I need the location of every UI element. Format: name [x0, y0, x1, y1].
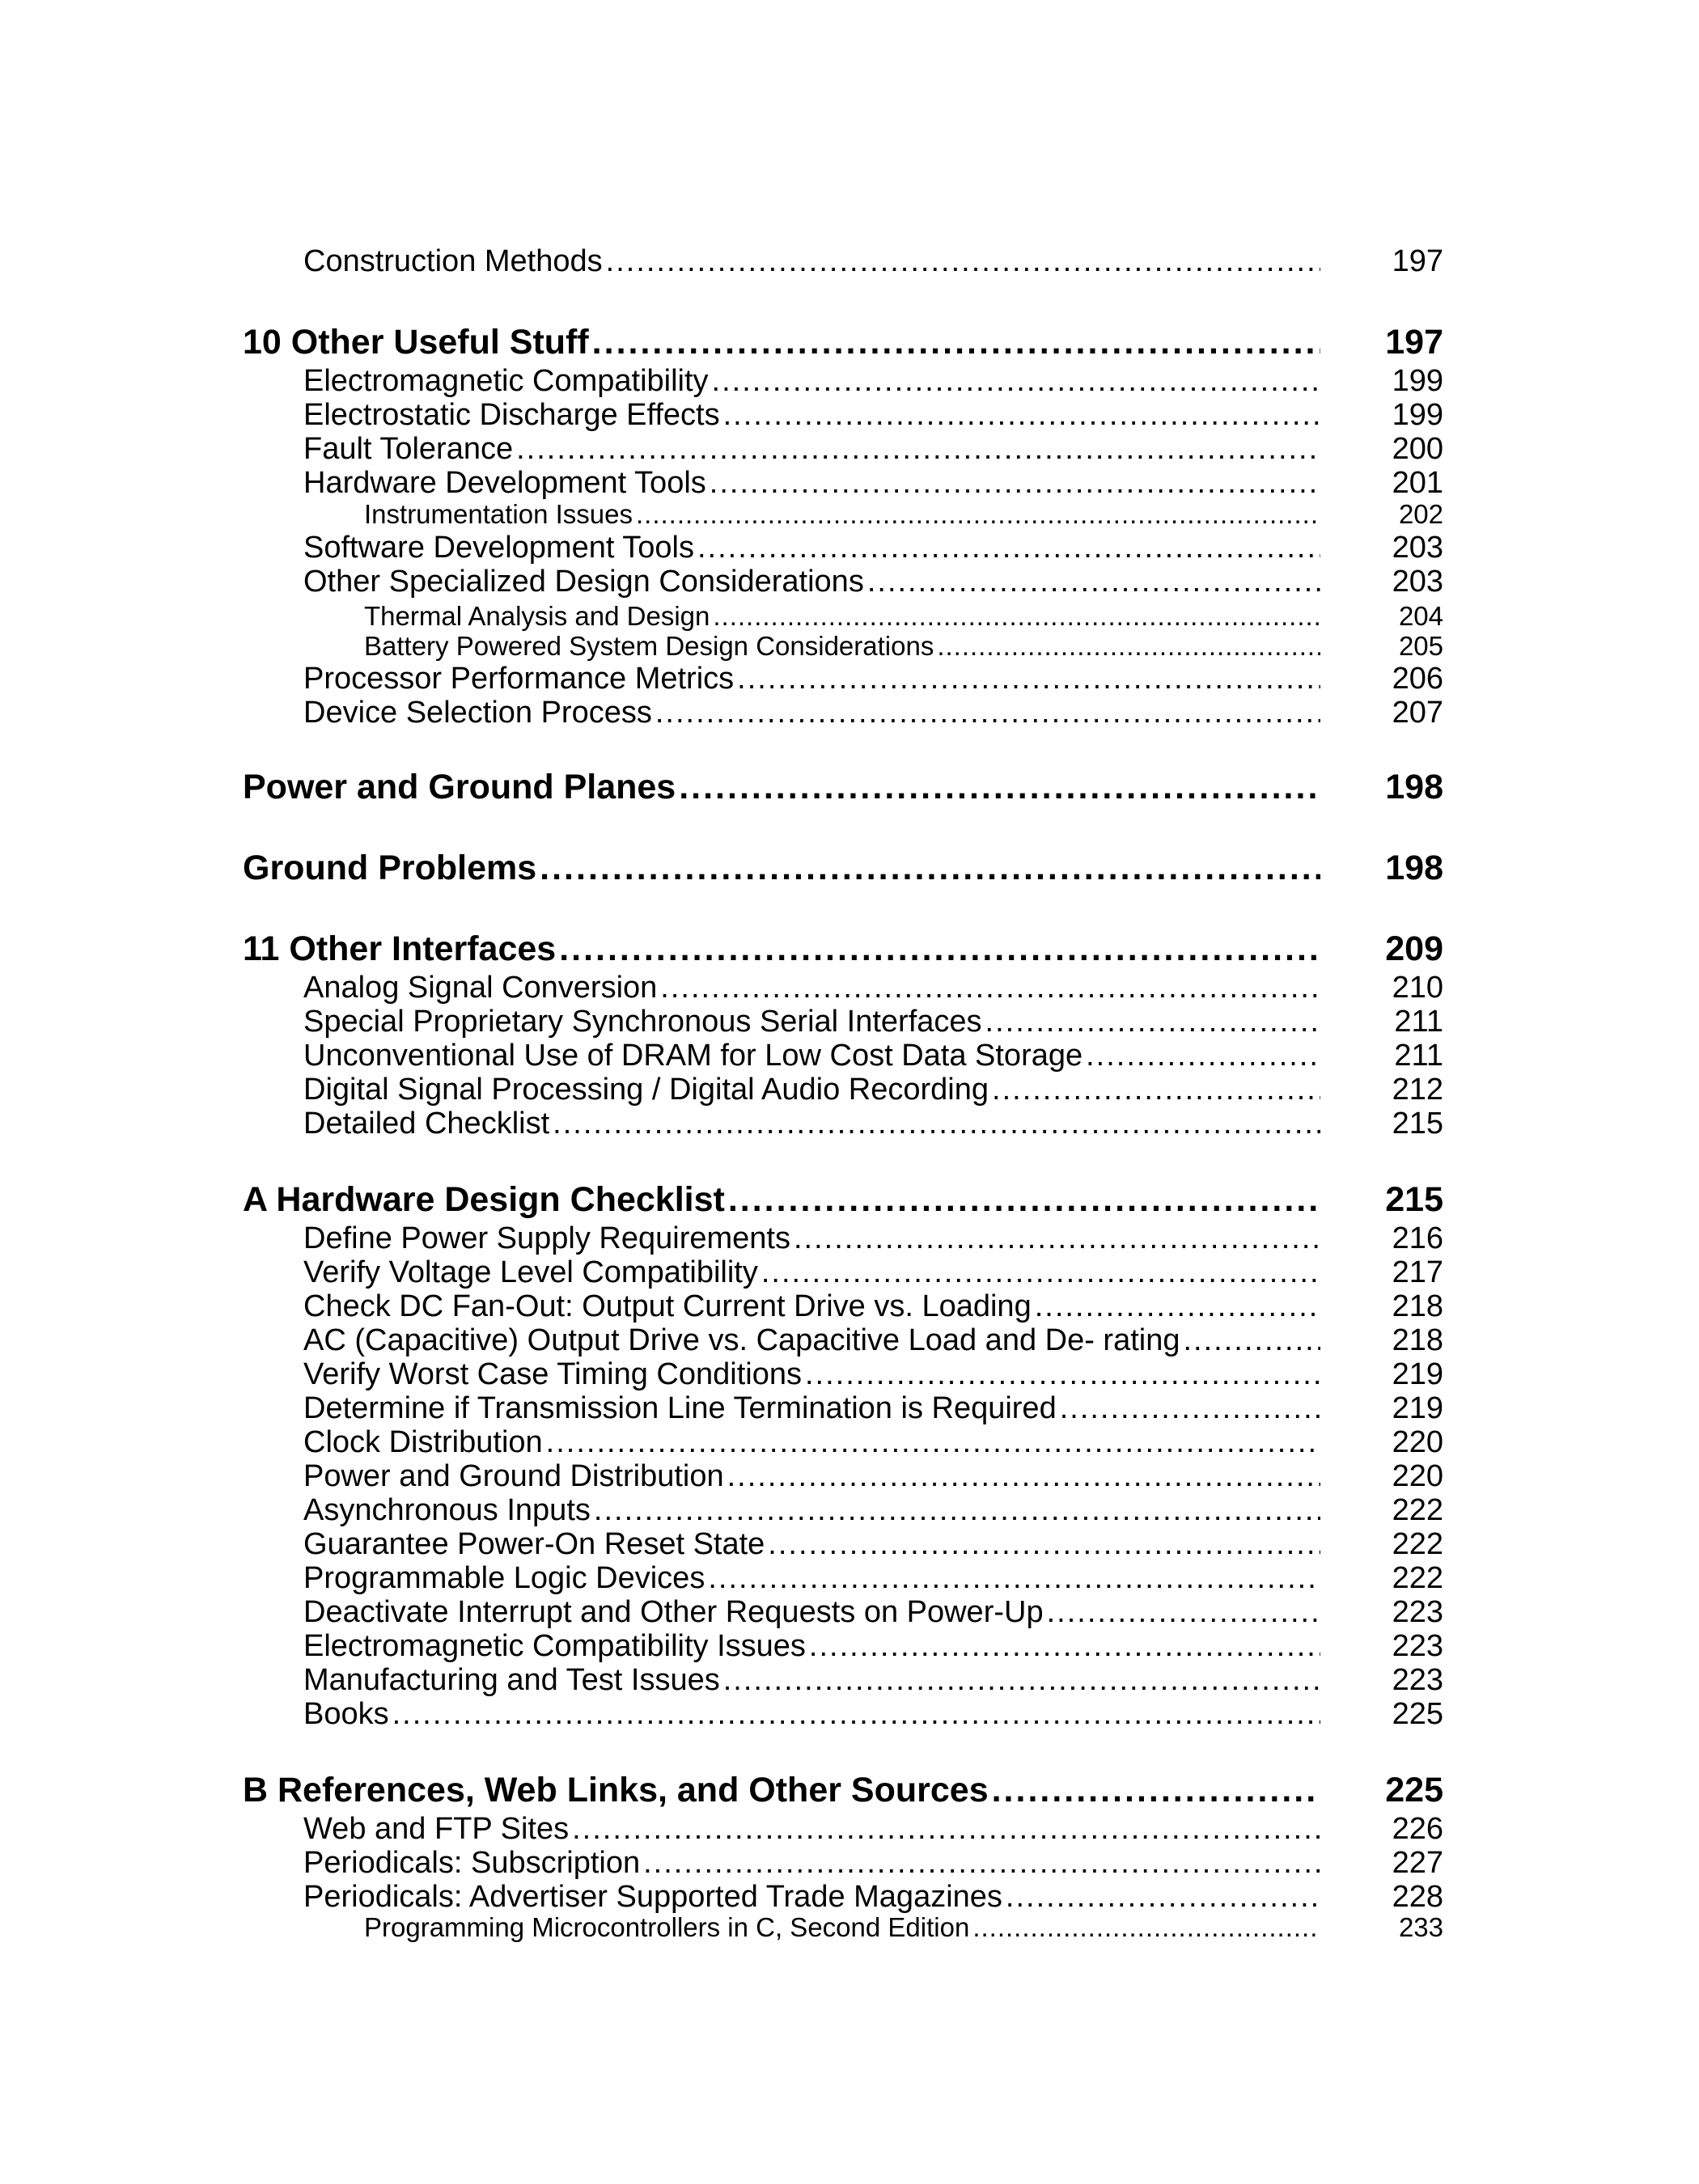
toc-entry-page: 201	[1392, 466, 1443, 500]
toc-entry	[303, 1459, 1443, 1493]
dot-leader	[708, 1561, 1320, 1595]
toc-entry-title: Software Development Tools	[303, 531, 694, 565]
toc-entry-page: 219	[1392, 1357, 1443, 1391]
toc-entry-page: 220	[1392, 1425, 1443, 1459]
toc-entry-title: Verify Voltage Level Compatibility	[303, 1255, 758, 1289]
dot-leader	[1060, 1391, 1320, 1425]
toc-entry	[303, 1493, 1443, 1527]
toc-entry-page: 211	[1394, 1005, 1443, 1039]
dot-leader	[723, 1663, 1320, 1697]
toc-entry	[303, 1255, 1443, 1289]
dot-leader	[972, 1913, 1320, 1942]
toc-entry	[303, 1005, 1443, 1039]
toc-entry-title: Deactivate Interrupt and Other Requests on Power-Up	[303, 1595, 1044, 1629]
toc-entry	[303, 1527, 1443, 1561]
toc-entry	[303, 565, 1443, 599]
toc-entry-title: Digital Signal Processing / Digital Audio Recording	[303, 1073, 989, 1107]
toc-entry-title: Electromagnetic Compatibility	[303, 364, 709, 398]
dot-leader	[594, 1493, 1320, 1527]
toc-entry-page: 225	[1392, 1697, 1443, 1731]
toc-entry	[303, 1629, 1443, 1663]
toc-chapter-entry	[243, 322, 1443, 362]
toc-entry-title: Guarantee Power-On Reset State	[303, 1527, 765, 1561]
dot-leader	[606, 244, 1320, 278]
toc-entry-title: Thermal Analysis and Design	[364, 601, 710, 631]
dot-leader	[761, 1255, 1320, 1289]
toc-entry	[303, 1595, 1443, 1629]
toc-entry-page: 197	[1385, 323, 1443, 362]
toc-entry-page: 218	[1392, 1323, 1443, 1357]
toc-entry-page: 202	[1398, 499, 1443, 529]
toc-chapter-entry	[243, 1179, 1443, 1220]
toc-entry-title: Unconventional Use of DRAM for Low Cost Data Storage	[303, 1039, 1083, 1073]
toc-entry	[303, 1221, 1443, 1255]
toc-entry	[303, 531, 1443, 565]
toc-entry-page: 223	[1392, 1629, 1443, 1663]
toc-entry-title: Programming Microcontrollers in C, Second Edition	[364, 1912, 970, 1942]
toc-entry-page: 210	[1392, 971, 1443, 1005]
toc-entry-title: Power and Ground Planes	[243, 768, 676, 806]
toc-chapter-entry	[243, 929, 1443, 969]
toc-entry-page: 223	[1392, 1663, 1443, 1697]
toc-entry-page: 198	[1385, 849, 1443, 887]
toc-entry-title: Battery Powered System Design Considerations	[364, 631, 934, 661]
toc-entry	[303, 1425, 1443, 1459]
toc-entry-title: Manufacturing and Test Issues	[303, 1663, 720, 1697]
dot-leader	[516, 432, 1320, 466]
toc-entry-page: 209	[1385, 929, 1443, 968]
toc-entry	[303, 1561, 1443, 1595]
toc-entry-title: Instrumentation Issues	[364, 499, 633, 529]
toc-entry	[303, 1697, 1443, 1731]
toc-entry-title: Detailed Checklist	[303, 1107, 550, 1141]
dot-leader	[1183, 1323, 1320, 1357]
toc-entry-title: Verify Worst Case Timing Conditions	[303, 1357, 802, 1391]
dot-leader	[985, 1005, 1320, 1039]
toc-entry	[303, 1812, 1443, 1846]
toc-entry-page: 198	[1385, 768, 1443, 806]
toc-entry-page: 228	[1392, 1880, 1443, 1914]
toc-entry-page: 204	[1398, 601, 1443, 631]
toc-entry-page: 200	[1392, 432, 1443, 466]
toc-entry	[364, 499, 1443, 529]
dot-leader	[809, 1629, 1320, 1663]
dot-leader	[636, 500, 1320, 529]
toc-entry-title: AC (Capacitive) Output Drive vs. Capacitive Load and De- rating	[303, 1323, 1180, 1357]
toc-entry-page: 233	[1398, 1912, 1443, 1942]
toc-entry	[303, 1846, 1443, 1880]
dot-leader	[559, 929, 1320, 969]
toc-entry	[303, 1289, 1443, 1323]
toc-entry-page: 217	[1392, 1255, 1443, 1289]
toc-entry	[303, 1880, 1443, 1914]
toc-entry	[303, 1107, 1443, 1141]
dot-leader	[992, 1770, 1320, 1810]
toc-entry	[303, 398, 1443, 432]
toc-entry-title: Hardware Development Tools	[303, 466, 706, 500]
toc-entry-title: 10 Other Useful Stuff	[243, 323, 589, 362]
dot-leader	[768, 1527, 1320, 1561]
toc-entry	[303, 1323, 1443, 1357]
dot-leader	[553, 1107, 1320, 1141]
dot-leader	[643, 1846, 1320, 1880]
dot-leader	[660, 971, 1320, 1005]
toc-entry-title: B References, Web Links, and Other Sources	[243, 1771, 989, 1809]
toc-entry-page: 218	[1392, 1289, 1443, 1323]
toc-entry-title: Books	[303, 1697, 389, 1731]
toc-entry	[364, 631, 1443, 661]
toc-entry-page: 199	[1392, 364, 1443, 398]
dot-leader	[712, 364, 1320, 398]
dot-leader	[710, 466, 1320, 500]
toc-entry-title: Other Specialized Design Considerations	[303, 565, 864, 599]
toc-entry-page: 226	[1392, 1812, 1443, 1846]
toc-entry-title: Electromagnetic Compatibility Issues	[303, 1629, 806, 1663]
dot-leader	[727, 1459, 1320, 1493]
toc-entry-page: 206	[1392, 662, 1443, 696]
toc-entry-title: Electrostatic Discharge Effects	[303, 398, 720, 432]
toc-entry	[364, 601, 1443, 631]
dot-leader	[655, 696, 1320, 730]
toc-entry-title: Ground Problems	[243, 849, 537, 887]
toc-entry	[303, 1039, 1443, 1073]
dot-leader	[737, 662, 1320, 696]
dot-leader	[794, 1221, 1320, 1255]
toc-entry	[303, 1357, 1443, 1391]
toc-entry-title: Determine if Transmission Line Termination is Required	[303, 1391, 1057, 1425]
toc-entry-page: 203	[1392, 531, 1443, 565]
toc-entry-title: A Hardware Design Checklist	[243, 1180, 725, 1219]
toc-entry-page: 199	[1392, 398, 1443, 432]
toc-entry-title: Construction Methods	[303, 244, 603, 278]
toc-entry	[303, 662, 1443, 696]
toc-entry	[303, 1663, 1443, 1697]
toc-entry-title: Define Power Supply Requirements	[303, 1221, 790, 1255]
toc-entry-page: 225	[1385, 1771, 1443, 1809]
toc-entry-page: 212	[1392, 1073, 1443, 1107]
toc-entry-title: Analog Signal Conversion	[303, 971, 658, 1005]
dot-leader	[679, 767, 1320, 807]
toc-entry	[303, 971, 1443, 1005]
toc-entry-title: Power and Ground Distribution	[303, 1459, 724, 1493]
toc-chapter-entry	[243, 848, 1443, 888]
toc-entry-page: 222	[1392, 1527, 1443, 1561]
toc-entry-title: Web and FTP Sites	[303, 1812, 570, 1846]
dot-leader	[723, 398, 1320, 432]
toc-entry-title: Clock Distribution	[303, 1425, 543, 1459]
toc-entry-title: Device Selection Process	[303, 696, 652, 730]
toc-entry	[303, 1391, 1443, 1425]
toc-entry-page: 215	[1385, 1180, 1443, 1219]
toc-entry-page: 222	[1392, 1561, 1443, 1595]
toc-entry-title: Asynchronous Inputs	[303, 1493, 591, 1527]
dot-leader	[1086, 1039, 1320, 1073]
dot-leader	[992, 1073, 1320, 1107]
toc-entry-page: 219	[1392, 1391, 1443, 1425]
toc-entry	[303, 244, 1443, 278]
toc-entry	[303, 696, 1443, 730]
toc-entry	[303, 1073, 1443, 1107]
toc-entry	[364, 1912, 1443, 1942]
toc-entry-title: Periodicals: Advertiser Supported Trade Magazines	[303, 1880, 1002, 1914]
toc-entry-page: 211	[1394, 1039, 1443, 1073]
toc-entry-page: 220	[1392, 1459, 1443, 1493]
toc-entry-title: Periodicals: Subscription	[303, 1846, 641, 1880]
toc-entry-title: Special Proprietary Synchronous Serial Interfaces	[303, 1005, 982, 1039]
toc-entry-title: Processor Performance Metrics	[303, 662, 735, 696]
dot-leader	[867, 565, 1320, 599]
toc-entry-page: 227	[1392, 1846, 1443, 1880]
dot-leader	[540, 848, 1320, 888]
toc-entry-page: 223	[1392, 1595, 1443, 1629]
dot-leader	[1047, 1595, 1320, 1629]
toc-entry	[303, 466, 1443, 500]
toc-entry-page: 203	[1392, 565, 1443, 599]
toc-entry-title: 11 Other Interfaces	[243, 929, 557, 968]
toc-chapter-entry	[243, 1770, 1443, 1810]
toc-entry-page: 205	[1398, 631, 1443, 661]
toc-entry-page: 215	[1392, 1107, 1443, 1141]
dot-leader	[805, 1357, 1320, 1391]
dot-leader	[546, 1425, 1320, 1459]
toc-entry-title: Check DC Fan-Out: Output Current Drive vs. Loading	[303, 1289, 1032, 1323]
toc-entry-page: 207	[1392, 696, 1443, 730]
toc-entry-title: Fault Tolerance	[303, 432, 514, 466]
dot-leader	[713, 602, 1320, 631]
toc-entry	[303, 432, 1443, 466]
dot-leader	[1035, 1289, 1320, 1323]
dot-leader	[392, 1697, 1320, 1731]
dot-leader	[1006, 1880, 1320, 1914]
toc-entry-page: 222	[1392, 1493, 1443, 1527]
toc-chapter-entry	[243, 767, 1443, 807]
dot-leader	[728, 1179, 1320, 1220]
toc-entry-page: 216	[1392, 1221, 1443, 1255]
dot-leader	[572, 1812, 1320, 1846]
toc-entry-title: Programmable Logic Devices	[303, 1561, 705, 1595]
toc-entry-page: 197	[1392, 244, 1443, 278]
dot-leader	[937, 632, 1320, 661]
dot-leader	[697, 531, 1320, 565]
toc-entry	[303, 364, 1443, 398]
dot-leader	[592, 322, 1320, 362]
